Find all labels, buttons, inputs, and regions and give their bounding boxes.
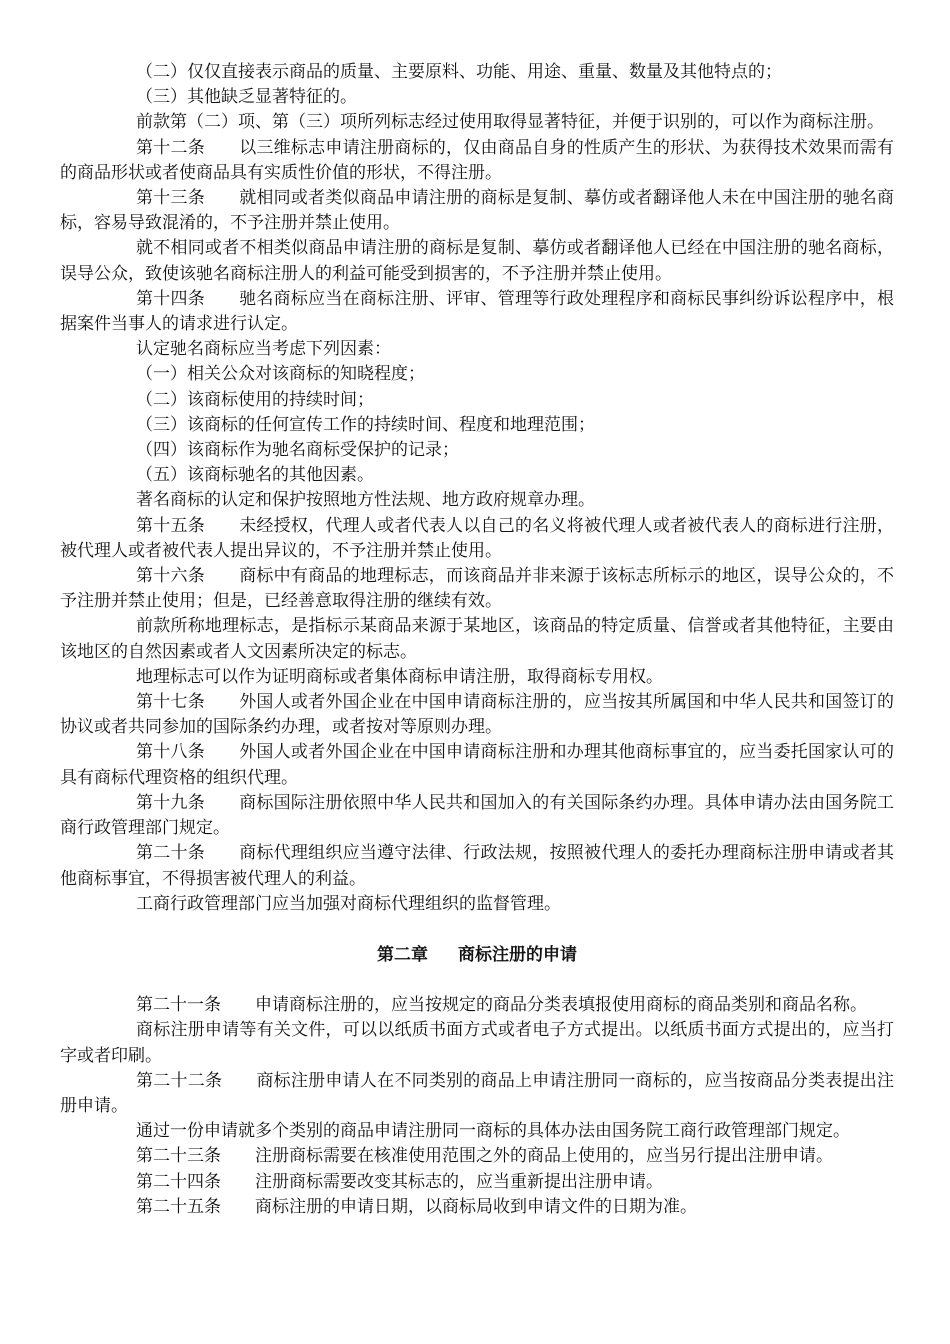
paragraph — [60, 1144, 894, 1169]
paragraph — [60, 413, 894, 438]
chapter-number: 第二章 — [377, 944, 428, 965]
paragraph — [60, 110, 894, 135]
article-number: 第十六条 — [136, 566, 205, 587]
paragraph — [60, 514, 894, 564]
paragraph — [60, 488, 894, 513]
paragraph — [60, 1119, 894, 1144]
paragraph-text: 注册商标需要在核准使用范围之外的商品上使用的，应当另行提出注册申请。 — [255, 1146, 833, 1167]
paragraph-text: 就相同或者类似商品申请注册的商标是复制、摹仿或者翻译他人未在中国注册的驰名商标，容易导致混淆的，不予注册并禁止使用。 — [60, 188, 894, 234]
paragraph — [60, 1069, 894, 1119]
paragraph — [60, 1195, 894, 1220]
paragraph — [60, 438, 894, 463]
paragraph-text: 外国人或者外国企业在中国申请商标注册和办理其他商标事宜的，应当委托国家认可的具有商标代理资格的组织代理。 — [60, 742, 894, 788]
paragraph-text: 未经授权，代理人或者代表人以自己的名义将被代理人或者被代表人的商标进行注册，被代理人或者被代表人提出异议的，不予注册并禁止使用。 — [60, 515, 894, 561]
paragraph-text: 前款所称地理标志，是指标示某商品来源于某地区，该商品的特定质量、信誉或者其他特征，主要由该地区的自然因素或者人文因素所决定的标志。 — [60, 616, 894, 662]
paragraph-text: 外国人或者外国企业在中国申请商标注册的，应当按其所属国和中华人民共和国签订的协议或者共同参加的国际条约办理，或者按对等原则办理。 — [60, 692, 894, 738]
paragraph — [60, 665, 894, 690]
article-number: 第十三条 — [136, 188, 205, 209]
paragraph — [60, 186, 894, 236]
paragraph-text: （三）其他缺乏显著特征的。 — [136, 87, 357, 108]
paragraph-text: 商标注册申请人在不同类别的商品上申请注册同一商标的，应当按商品分类表提出注册申请。 — [60, 1070, 895, 1116]
document-page — [60, 60, 894, 1220]
paragraph-text: 商标注册的申请日期，以商标局收到申请文件的日期为准。 — [255, 1196, 697, 1217]
article-number: 第二十五条 — [136, 1196, 221, 1217]
paragraph-text: 商标中有商品的地理标志，而该商品并非来源于该标志所标示的地区，误导公众的，不予注册并禁止使用；但是，已经善意取得注册的继续有效。 — [60, 566, 894, 612]
paragraph — [60, 362, 894, 387]
paragraph — [60, 60, 894, 85]
paragraph-text: 就不相同或者不相类似商品申请注册的商标是复制、摹仿或者翻译他人已经在中国注册的驰名商标，误导公众，致使该驰名商标注册人的利益可能受到损害的，不予注册并禁止使用。 — [60, 238, 894, 284]
paragraph — [60, 892, 894, 917]
chapter-title: 商标注册的申请 — [458, 944, 577, 965]
paragraph-text: （二）仅仅直接表示商品的质量、主要原料、功能、用途、重量、数量及其他特点的； — [136, 62, 782, 82]
paragraph-text: 以三维标志申请注册商标的，仅由商品自身的性质产生的形状、为获得技术效果而需有的商品形状或者使商品具有实质性价值的形状，不得注册。 — [60, 137, 894, 183]
paragraph-text: 注册商标需要改变其标志的，应当重新提出注册申请。 — [255, 1171, 663, 1192]
paragraph-text: 前款第（二）项、第（三）项所列标志经过使用取得显著特征，并便于识别的，可以作为商标注册。 — [136, 112, 884, 133]
paragraph — [60, 841, 894, 891]
paragraph-text: （三）该商标的任何宣传工作的持续时间、程度和地理范围； — [136, 414, 595, 435]
paragraph-text: 通过一份申请就多个类别的商品申请注册同一商标的具体办法由国务院工商行政管理部门规定。 — [136, 1121, 850, 1142]
paragraph — [60, 1018, 894, 1068]
article-number: 第十七条 — [136, 692, 205, 713]
paragraph-text: （五）该商标驰名的其他因素。 — [136, 465, 374, 486]
paragraph — [60, 388, 894, 413]
paragraph-text: （四）该商标作为驰名商标受保护的记录； — [136, 440, 459, 461]
paragraph — [60, 740, 894, 790]
paragraph-text: 驰名商标应当在商标注册、评审、管理等行政处理程序和商标民事纠纷诉讼程序中，根据案件当事人的请求进行认定。 — [60, 288, 894, 335]
paragraph-text: 申请商标注册的，应当按规定的商品分类表填报使用商标的商品类别和商品名称。 — [255, 995, 867, 1016]
paragraph — [60, 993, 894, 1018]
article-number: 第二十四条 — [136, 1171, 221, 1192]
paragraph — [60, 791, 894, 841]
article-number: 第二十二条 — [136, 1070, 223, 1091]
article-number: 第二十条 — [136, 843, 205, 864]
chapter-heading — [60, 943, 894, 968]
paragraph-text: 著名商标的认定和保护按照地方性法规、地方政府规章办理。 — [136, 490, 595, 511]
paragraphs-after-chapter — [60, 993, 894, 1220]
paragraph — [60, 690, 894, 740]
paragraph-text: 地理标志可以作为证明商标或者集体商标申请注册，取得商标专用权。 — [136, 666, 663, 687]
article-number: 第十二条 — [136, 137, 205, 158]
article-number: 第二十三条 — [136, 1146, 221, 1167]
paragraph-text: （一）相关公众对该商标的知晓程度； — [136, 364, 425, 385]
paragraph-text: 认定驰名商标应当考虑下列因素： — [136, 339, 391, 360]
paragraph — [60, 287, 894, 337]
paragraph-text: 工商行政管理部门应当加强对商标代理组织的监督管理。 — [136, 893, 561, 914]
paragraph-text: 商标代理组织应当遵守法律、行政法规，按照被代理人的委托办理商标注册申请或者其他商标事宜，不得损害被代理人的利益。 — [60, 843, 894, 889]
paragraph-text: （二）该商标使用的持续时间； — [136, 389, 374, 410]
article-number: 第十九条 — [136, 792, 205, 813]
paragraph — [60, 463, 894, 488]
paragraph-text: 商标国际注册依照中华人民共和国加入的有关国际条约办理。具体申请办法由国务院工商行政管理部门规定。 — [60, 792, 894, 839]
paragraph — [60, 136, 894, 186]
article-number: 第十五条 — [136, 515, 205, 536]
paragraph-text: 商标注册申请等有关文件，可以以纸质书面方式或者电子方式提出。以纸质书面方式提出的，应当打字或者印刷。 — [60, 1020, 894, 1066]
paragraph — [60, 614, 894, 664]
paragraph — [60, 1170, 894, 1195]
paragraph — [60, 85, 894, 110]
paragraph — [60, 337, 894, 362]
paragraph — [60, 564, 894, 614]
paragraphs-before-chapter — [60, 60, 894, 917]
paragraph — [60, 236, 894, 286]
article-number: 第二十一条 — [136, 995, 221, 1016]
article-number: 第十四条 — [136, 288, 205, 309]
article-number: 第十八条 — [136, 742, 205, 763]
